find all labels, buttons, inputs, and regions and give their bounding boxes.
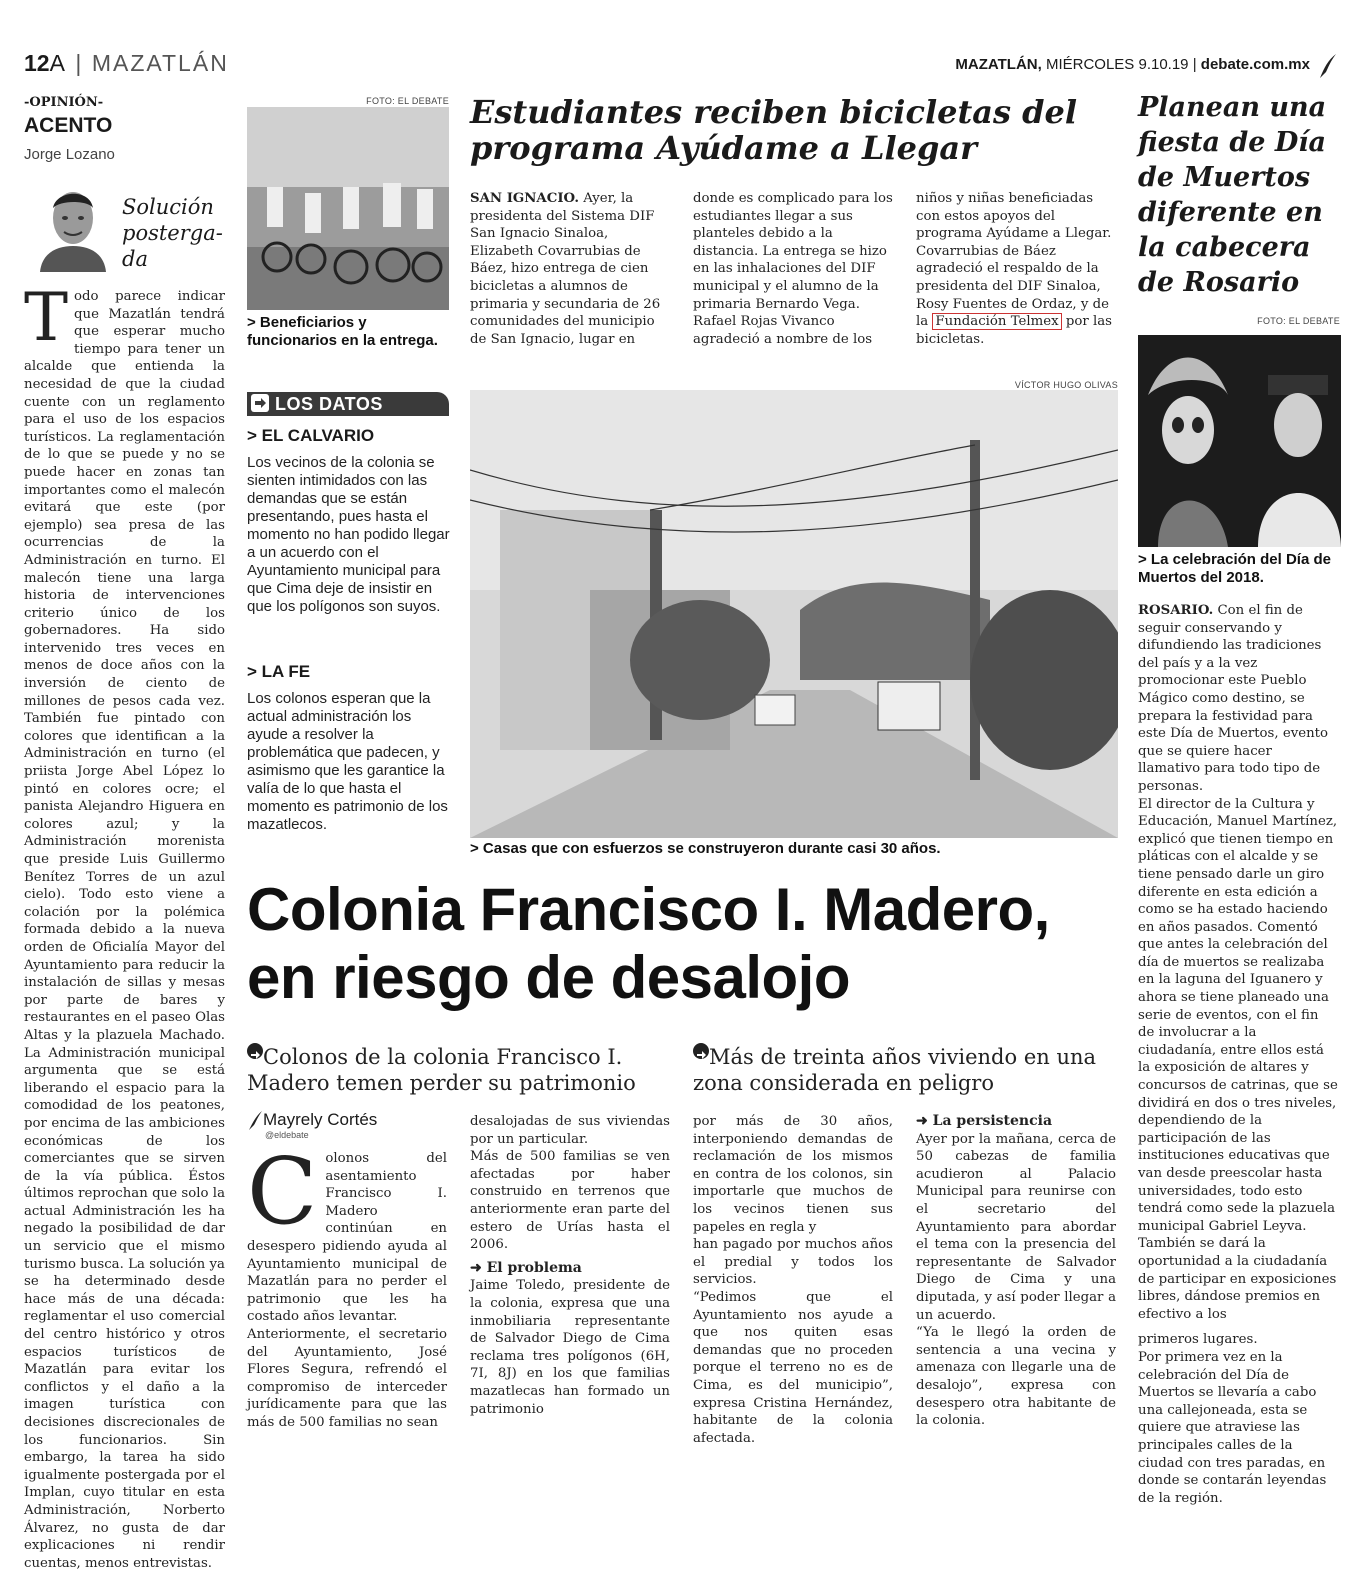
opinion-title: Solución posterga-da bbox=[122, 195, 223, 271]
fundacion-telmex-link[interactable]: Fundación Telmex bbox=[932, 313, 1061, 330]
arrow-circle-right-icon bbox=[693, 1043, 709, 1059]
byline-handle: @eldebate bbox=[265, 1130, 309, 1140]
rosario-place: ROSARIO. bbox=[1138, 603, 1214, 618]
arrow-right-small-icon: ➜ bbox=[916, 1113, 933, 1129]
main-col3 bbox=[693, 1113, 893, 1447]
header-site[interactable]: debate.com.mx bbox=[1200, 56, 1310, 73]
page-number: 12 bbox=[24, 50, 50, 76]
opinion-kicker: -OPINIÓN- bbox=[24, 95, 104, 110]
bikes-photo-credit: FOTO: EL DEBATE bbox=[366, 96, 449, 106]
main-dropcap: C bbox=[247, 1138, 318, 1245]
main-col2-text-b: Más de 500 familias se ven afectadas por haber construido en terrenos que anteriormente eran parte del estero de Urías hasta el 2006. bbox=[470, 1149, 670, 1253]
los-datos-banner bbox=[247, 392, 449, 416]
main-col4-subhead-text: La persistencia bbox=[932, 1113, 1053, 1129]
rosario-body-b: El director de la Cultura y Educación, Manuel Martínez, explicó que tienen tiempo en pláticas con el alcalde y se tiene pensado darle un giro diferente en esta edición a como se ha estado haciendo en años pasados. Comentó que antes la celebración del día de muertos se realizaba en la laguna del Iguanero y ahora se tiene planeado una serie de eventos, con el fin de involucrar a la ciudadanía, entre ellos está la exposición de altares y concursos de catrinas, que se dividirá en dos o tres niveles, dependiendo de la participación de las instituciones educativas que van desde preescolar hasta universidades, todo esto tendrá como sede la plazuela municipal Gabriel Leyva. También se dará la oportunidad a la ciudadanía de participar en exposiciones libres, dándose premios en efectivo a los bbox=[1138, 796, 1338, 1322]
rosario-photo-credit: FOTO: EL DEBATE bbox=[1257, 316, 1340, 326]
los-datos-label: LOS DATOS bbox=[275, 394, 383, 414]
main-col4 bbox=[916, 1113, 1116, 1430]
byline-feather-icon bbox=[247, 1110, 263, 1132]
main-photo-caption: > Casas que con esfuerzos se construyeron durante casi 30 años. bbox=[470, 840, 941, 857]
opinion-body-text: odo parece indicar que Mazatlán tendrá que esperar mucho tiempo para tener un alcalde que entienda la necesidad de que la ciudad cuente con un reglamento para el uso de los espacios turísticos. La reglamentación de lo que se puede y no se puede hacer en zonas tan importantes como el malecón evitará que este (por ejemplo) sea presa de las ocurrencias de la Administración en turno. El malecón tiene una larga historia de intervenciones criterio único de los gobernadores. Ha sido intervenido tres veces en menos de doce años con la inversión de ciento de millones de pesos cada vez. También fue pintado con colores que identifican a la Administración en turno (el priista Jorge Abel López lo pintó en colores ocre; el panista Alejandro Higuera en colores azul; y la Administración morenista que preside Luis Guillermo Benítez Torres de un azul cielo). Todo esto viene a colación por la polémica formada debido a la nueva orden de Oficialía Mayor del Ayuntamiento para reducir la instalación de sillas y mesas por parte de bares y restaurantes en el paseo Olas Altas y la plazuela Machado. La Administración municipal argumenta que se está liberando el espacio para la comodidad de los peatones, por encima de las ambiciones económicas de los comerciantes que se sirven de la vía pública. Éstos últimos reprochan que solo la actual Administración les ha negado la posibilidad de dar un servicio que el mismo turismo busca. La solución ya se ha determinado desde hace más de una década: reglamentar el uso comercial del centro histórico y otros espacios turísticos de Mazatlán para evitar los conflictos y el daño a la imagen turística con decisiones discrecionales de los funcionarios. Sin embargo, la tarea ha sido igualmente postergada por el Implan, cuyo titular en esta Administración, Norberto Álvarez, no gusta de dar explicaciones ni rendir cuentas, menos entrevistas. bbox=[24, 289, 225, 1571]
datos-sec2-text: Los colonos esperan que la actual administración los ayude a resolver la problemática que padecen, y asimismo que les garantice la valía de lo que hasta el momento es patrimonio de los mazatlecos. bbox=[247, 690, 448, 833]
bikes-headline: Estudiantes reciben bicicletas del programa Ayúdame a Llegar bbox=[470, 93, 1078, 167]
main-col2 bbox=[470, 1113, 670, 1418]
deck-right-text: Más de treinta años viviendo en una zona considerada en peligro bbox=[693, 1045, 1097, 1095]
header-date: MIÉRCOLES 9.10.19 bbox=[1045, 56, 1189, 73]
rosario-body bbox=[1138, 602, 1338, 1507]
deck-left-text: Colonos de la colonia Francisco I. Madero temen perder su patrimonio bbox=[247, 1045, 636, 1095]
header-city: MAZATLÁN, bbox=[955, 56, 1042, 73]
bikes-col2-text: donde es complicado para los estudiantes llegar a sus planteles debido a la distancia. La entrega se hizo en las inhalaciones del DIF municipal y el alumno de la primaria Bernardo Vega. Rafael Rojas Vivanco agradeció a nombre de los bbox=[693, 191, 893, 347]
bikes-col3-text-a: niños y niñas beneficiadas con estos apoyos del programa Ayúdame a Llegar. Covarrubias de Báez agradeció el respaldo de la presidenta del DIF Sinaloa, Rosy Fuentes de Ordaz, y de la bbox=[916, 191, 1112, 330]
rosario-body-a: Con el fin de seguir conservando y difundiendo las tradiciones del país y a la vez promocionar este Pueblo Mágico como destino, se prepara la festividad para este Día de Muertos, evento que se quiere hacer llamativo para todo tipo de personas. bbox=[1138, 603, 1329, 794]
bikes-col1 bbox=[470, 190, 670, 348]
main-photo-credit: VÍCTOR HUGO OLIVAS bbox=[1014, 380, 1118, 390]
main-col2-subhead-text: El problema bbox=[486, 1259, 582, 1276]
arrow-circle-left-icon bbox=[247, 1043, 263, 1059]
opinion-dropcap: T bbox=[24, 279, 69, 356]
main-col3-text-a: por más de 30 años, interponiendo demandas de reclamación de los mismos en contra de los colonos, sin importarle que muchos de los vecinos tienen sus papeles en regla y bbox=[693, 1114, 893, 1235]
main-col3-text-b: han pagado por muchos años el predial y todos los servicios. bbox=[693, 1237, 893, 1288]
header-right bbox=[955, 56, 1310, 73]
page-section-letter: A bbox=[49, 50, 65, 76]
bikes-col3 bbox=[916, 190, 1116, 348]
author-photo bbox=[30, 180, 116, 272]
deck-left bbox=[247, 1043, 677, 1096]
datos-sec1-text: Los vecinos de la colonia se sienten intimidados con las demandas que se están presentando, pues hasta el momento no han podido llegar a un acuerdo con el Ayuntamiento municipal para que Cima deje de insistir en que los polígonos son suyos. bbox=[247, 454, 450, 615]
rosario-photo-caption: > La celebración del Día de Muertos del 2018. bbox=[1138, 551, 1331, 586]
byline-author: Mayrely Cortés bbox=[263, 1110, 378, 1129]
main-col1-text-b: Anteriormente, el secretario del Ayuntamiento, José Flores Segura, refrendó el compromiso de interceder jurídicamente para que las más de 500 familias no sean bbox=[247, 1326, 447, 1430]
main-headline: Colonia Francisco I. Madero, en riesgo de desalojo bbox=[247, 876, 1050, 1011]
rosario-body-c: primeros lugares. bbox=[1138, 1332, 1258, 1348]
arrow-right-small-icon: ➜ bbox=[470, 1259, 487, 1276]
main-col4-text-b: “Ya le llegó la orden de sentencia a una vecina y amenaza con llegarle una de desalojo”, expresa con desespero otra habitante de la colonia. bbox=[916, 1325, 1116, 1429]
deck-right bbox=[693, 1043, 1113, 1096]
rosario-photo bbox=[1138, 335, 1341, 547]
page-header bbox=[24, 50, 1340, 82]
rosario-headline: Planean una fiesta de Día de Muertos diferente en la cabecera de Rosario bbox=[1138, 92, 1327, 298]
bikes-photo bbox=[247, 107, 449, 310]
opinion-body bbox=[24, 279, 225, 1572]
bikes-place: SAN IGNACIO. bbox=[470, 191, 579, 206]
main-col2-text-a: desalojadas de sus viviendas por un particular. bbox=[470, 1114, 670, 1147]
main-col1-text: olonos del asentamiento Francisco I. Madero continúan en desespero pidiendo ayuda al Ayuntamiento municipal de Mazatlán para no perder el patrimonio que les ha costado años levantar. bbox=[247, 1151, 447, 1325]
bikes-photo-caption: > Beneficiarios y funcionarios en la entrega. bbox=[247, 314, 438, 349]
section-name: MAZATLÁN bbox=[91, 50, 229, 76]
rosario-body-d: Por primera vez en la celebración del Día de Muertos se llevaría a cabo una callejoneada, esta se quiere que atraviese las principales calles de la ciudad con tres paradas, en donde se contarán leyendas de la región. bbox=[1138, 1349, 1327, 1506]
main-col3-text-c: “Pedimos que el Ayuntamiento nos ayude a que nos quiten esas demandas que no proceden porque el terreno no es de Cima, es del municipio”, expresa Cristina Hernández, habitante de la colonia afectada. bbox=[693, 1289, 893, 1446]
arrow-right-icon bbox=[251, 394, 269, 412]
main-photo bbox=[470, 390, 1118, 838]
bikes-col3-text-b: por las bicicletas. bbox=[916, 314, 1112, 347]
debate-feather-logo-icon bbox=[1316, 52, 1338, 80]
main-col2-subhead bbox=[470, 1260, 670, 1278]
header-separator: | bbox=[75, 50, 82, 76]
opinion-author: Jorge Lozano bbox=[24, 146, 115, 163]
datos-sec1-title: > EL CALVARIO bbox=[247, 426, 375, 445]
bikes-col2 bbox=[693, 190, 893, 348]
main-col4-subhead bbox=[916, 1113, 1116, 1131]
main-col2-text-c: Jaime Toledo, presidente de la colonia, expresa que una inmobiliaria representante de Salvador Diego de Cima reclama tres polígonos (6H, 7I, 8J) en los que familias mazatlecas han formado un patrimonio bbox=[470, 1278, 670, 1417]
main-col1 bbox=[247, 1138, 447, 1432]
datos-sec2-title: > LA FE bbox=[247, 662, 311, 681]
opinion-column-name: ACENTO bbox=[24, 114, 113, 137]
bikes-col1-text: Ayer, la presidenta del Sistema DIF San Ignacio Sinaloa, Elizabeth Covarrubias de Báez, hizo entrega de cien bicicletas a alumnos de primaria y secundaria de 26 comunidades del municipio de San Ignacio, lugar en bbox=[470, 191, 661, 347]
main-col4-text-a: Ayer por la mañana, cerca de 50 cabezas de familia acudieron al Palacio Municipal para reunirse con el secretario del Ayuntamiento para abordar el tema con la presencia del representante de Salvador Diego de Cima y una diputada, y así poder llegar a un acuerdo. bbox=[916, 1131, 1116, 1323]
header-separator-right: | bbox=[1192, 56, 1197, 73]
